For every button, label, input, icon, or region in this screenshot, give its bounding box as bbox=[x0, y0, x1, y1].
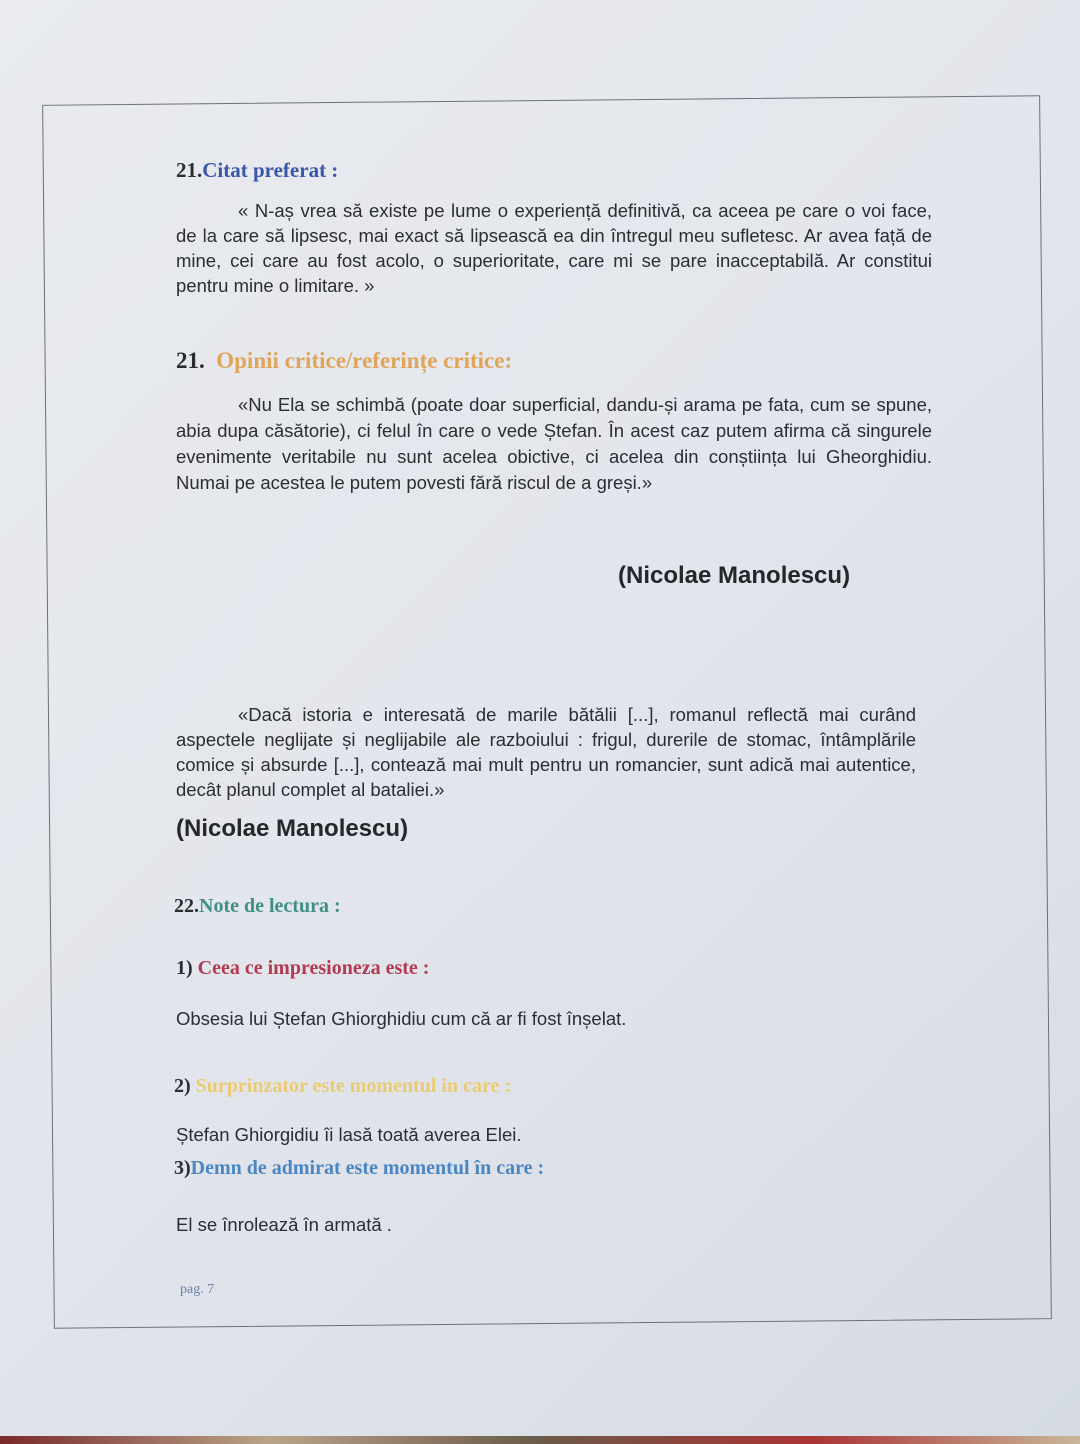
opinii-number: 21. bbox=[176, 348, 205, 373]
note-number: 22. bbox=[174, 895, 199, 917]
note-item-1-answer: Obsesia lui Ștefan Ghiorghidiu cum că ar fi fost înșelat. bbox=[176, 1008, 627, 1029]
citat-text: « N-aș vrea să existe pe lume o experiență definitivă, ca aceea pe care o voi face, de la care să lipsesc, mai exact să lipsească ea din întregul meu sufletesc. Ar avea față de mine, cei care au fost acolo, o superioritate, care mi se pare inacceptabilă. Ar constitui pentru mine o limitare. » bbox=[176, 200, 932, 296]
note-item-3-answer: El se înrolează în armată . bbox=[176, 1214, 392, 1235]
note-item-1-heading bbox=[176, 957, 429, 980]
opinii-quote-2: «Dacă istoria e interesată de marile bătălii [...], romanul reflectă mai curând aspectele neglijate și neglijabile ale razboiului : frigul, durerile de stomac, întâmplările comice și absurde [...], contează mai mult pentru un romancier, sunt adică mai autentice, decât planul complet al bataliei.» bbox=[176, 704, 916, 800]
citat-title: Citat preferat : bbox=[202, 158, 339, 182]
page-number: pag. 7 bbox=[180, 1282, 215, 1297]
note-item-2-number: 2) bbox=[174, 1075, 191, 1097]
opinii-heading bbox=[176, 348, 512, 374]
citat-heading bbox=[176, 158, 338, 183]
opinii-author-1: (Nicolae Manolescu) bbox=[618, 562, 851, 589]
opinii-author-2: (Nicolae Manolescu) bbox=[176, 815, 409, 842]
opinii-quote-1: «Nu Ela se schimbă (poate doar superficial, dandu-și arama pe fata, cum se spune, abia dupa căsătorie), ci felul în care o vede Ștefan. În acest caz putem afirma că singurele evenimente veritabile nu sunt acelea obictive, ci acelea din conștiința lui Gheorghidiu. Numai pe acestea le putem povesti fără riscul de a greși.» bbox=[176, 394, 932, 493]
background-strip bbox=[0, 1436, 1080, 1444]
note-item-2-answer: Ștefan Ghiorgidiu îi lasă toată averea Elei. bbox=[176, 1124, 522, 1145]
note-item-2-title: Surprinzator este momentul in care : bbox=[195, 1075, 511, 1097]
note-item-1-number: 1) bbox=[176, 957, 193, 979]
note-title: Note de lectura : bbox=[199, 895, 341, 917]
note-item-2-heading bbox=[174, 1075, 511, 1098]
note-item-3-heading bbox=[174, 1157, 544, 1180]
opinii-title: Opinii critice/referințe critice: bbox=[216, 348, 513, 373]
note-item-3-title: Demn de admirat este momentul în care : bbox=[190, 1157, 545, 1179]
note-heading bbox=[174, 895, 341, 918]
note-item-1-title: Ceea ce impresioneza este : bbox=[197, 957, 430, 979]
citat-number: 21. bbox=[176, 158, 203, 182]
note-item-3-number: 3) bbox=[174, 1157, 191, 1179]
